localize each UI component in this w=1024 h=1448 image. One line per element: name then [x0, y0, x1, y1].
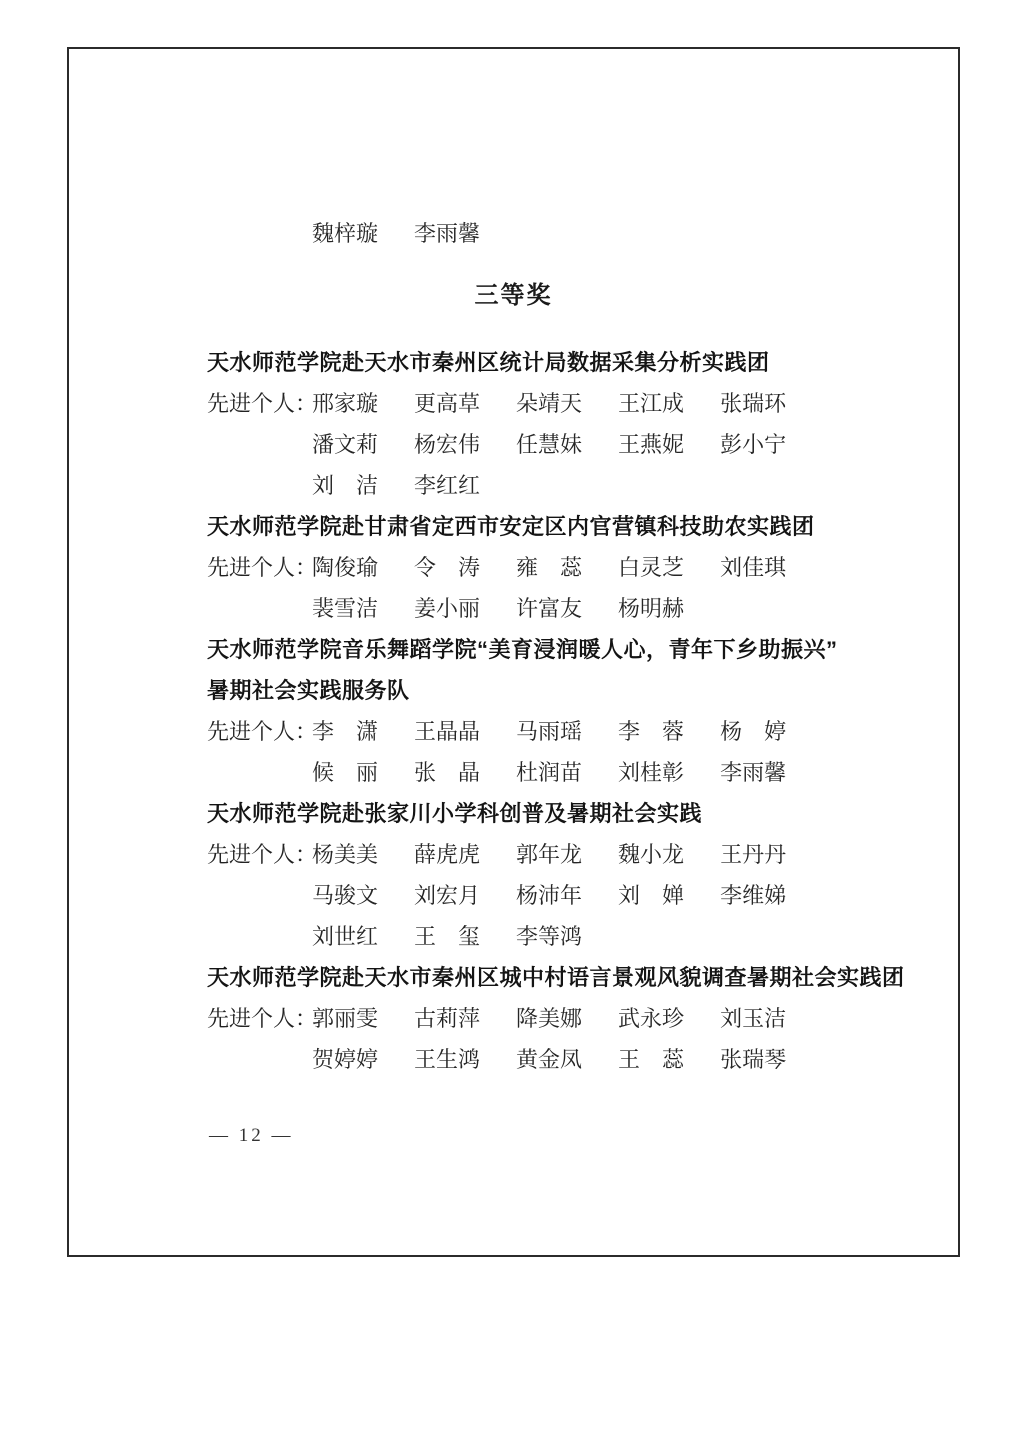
name-row	[207, 711, 927, 752]
person-name: 邢家璇	[312, 391, 379, 416]
section-title: 天水师范学院赴张家川小学科创普及暑期社会实践	[207, 801, 703, 826]
person-name: 李等鸿	[516, 924, 583, 949]
person-name: 张 晶	[414, 760, 481, 785]
name-list	[312, 711, 786, 752]
prize-heading: 三等奖	[474, 282, 553, 309]
person-name: 雍 蕊	[516, 555, 583, 580]
name-list	[312, 547, 786, 588]
name-list	[312, 465, 480, 506]
person-name: 武永珍	[618, 1006, 685, 1031]
person-name: 李雨馨	[414, 221, 481, 246]
person-name: 令 涛	[414, 555, 481, 580]
person-name: 刘世红	[312, 924, 379, 949]
person-name: 朵靖天	[516, 391, 583, 416]
person-name: 候 丽	[312, 760, 379, 785]
page-number: — 12 —	[209, 1125, 294, 1146]
name-list	[312, 916, 582, 957]
advanced-individual-label: 先进个人：	[207, 1006, 318, 1031]
section-title: 天水师范学院音乐舞蹈学院“美育浸润暖人心，青年下乡助振兴”	[207, 637, 838, 662]
person-name: 杨 婷	[720, 719, 787, 744]
person-name: 裴雪洁	[312, 596, 379, 621]
page-border-frame	[67, 47, 960, 1257]
person-name: 李 蓉	[618, 719, 685, 744]
person-name: 薛虎虎	[414, 842, 481, 867]
advanced-individual-label: 先进个人：	[207, 555, 318, 580]
person-name: 贺婷婷	[312, 1047, 379, 1072]
person-name: 降美娜	[516, 1006, 583, 1031]
person-name: 王江成	[618, 391, 685, 416]
name-list	[312, 752, 786, 793]
person-name: 杨宏伟	[414, 432, 481, 457]
person-name: 郭年龙	[516, 842, 583, 867]
name-list	[312, 998, 786, 1039]
advanced-individual-label: 先进个人：	[207, 719, 318, 744]
name-list	[312, 834, 786, 875]
person-name: 刘桂彰	[618, 760, 685, 785]
person-name: 李雨馨	[720, 760, 787, 785]
name-list	[312, 588, 684, 629]
person-name: 魏小龙	[618, 842, 685, 867]
person-name: 王 蕊	[618, 1047, 685, 1072]
person-name: 刘 洁	[312, 473, 379, 498]
person-name: 刘玉洁	[720, 1006, 787, 1031]
name-row	[207, 383, 927, 424]
name-list	[312, 1039, 786, 1080]
section-title: 天水师范学院赴天水市秦州区统计局数据采集分析实践团	[207, 350, 770, 375]
name-row	[207, 1039, 927, 1080]
person-name: 许富友	[516, 596, 583, 621]
person-name: 王丹丹	[720, 842, 787, 867]
name-row	[207, 547, 927, 588]
person-name: 马骏文	[312, 883, 379, 908]
name-list	[312, 875, 786, 916]
section-title: 暑期社会实践服务队	[207, 678, 410, 703]
person-name: 任慧妹	[516, 432, 583, 457]
person-name: 张瑞环	[720, 391, 787, 416]
person-name: 郭丽雯	[312, 1006, 379, 1031]
section-title: 天水师范学院赴甘肃省定西市安定区内官营镇科技助农实践团	[207, 514, 815, 539]
person-name: 王 玺	[414, 924, 481, 949]
name-row	[207, 875, 927, 916]
person-name: 李维娣	[720, 883, 787, 908]
continuation-name-row	[312, 219, 480, 249]
person-name: 王晶晶	[414, 719, 481, 744]
person-name: 更高草	[414, 391, 481, 416]
name-row	[207, 752, 927, 793]
person-name: 杨美美	[312, 842, 379, 867]
person-name: 古莉萍	[414, 1006, 481, 1031]
person-name: 王燕妮	[618, 432, 685, 457]
name-row	[207, 916, 927, 957]
person-name: 潘文莉	[312, 432, 379, 457]
section-title: 天水师范学院赴天水市秦州区城中村语言景观风貌调查暑期社会实践团	[207, 965, 905, 990]
person-name: 李 潇	[312, 719, 379, 744]
person-name: 刘 婵	[618, 883, 685, 908]
name-row	[207, 588, 927, 629]
person-name: 王生鸿	[414, 1047, 481, 1072]
person-name: 李红红	[414, 473, 481, 498]
name-row	[207, 998, 927, 1039]
person-name: 陶俊瑜	[312, 555, 379, 580]
name-list	[312, 424, 786, 465]
person-name: 杨明赫	[618, 596, 685, 621]
person-name: 彭小宁	[720, 432, 787, 457]
person-name: 杨沛年	[516, 883, 583, 908]
page-content	[69, 49, 958, 1255]
name-row	[207, 465, 927, 506]
advanced-individual-label: 先进个人：	[207, 391, 318, 416]
name-row	[207, 424, 927, 465]
person-name: 白灵芝	[618, 555, 685, 580]
person-name: 刘佳琪	[720, 555, 787, 580]
person-name: 马雨瑶	[516, 719, 583, 744]
person-name: 黄金凤	[516, 1047, 583, 1072]
name-row	[207, 834, 927, 875]
person-name: 魏梓璇	[312, 221, 379, 246]
person-name: 姜小丽	[414, 596, 481, 621]
award-sections	[207, 342, 927, 1080]
person-name: 刘宏月	[414, 883, 481, 908]
advanced-individual-label: 先进个人：	[207, 842, 318, 867]
name-list	[312, 383, 786, 424]
person-name: 张瑞琴	[720, 1047, 787, 1072]
person-name: 杜润苗	[516, 760, 583, 785]
